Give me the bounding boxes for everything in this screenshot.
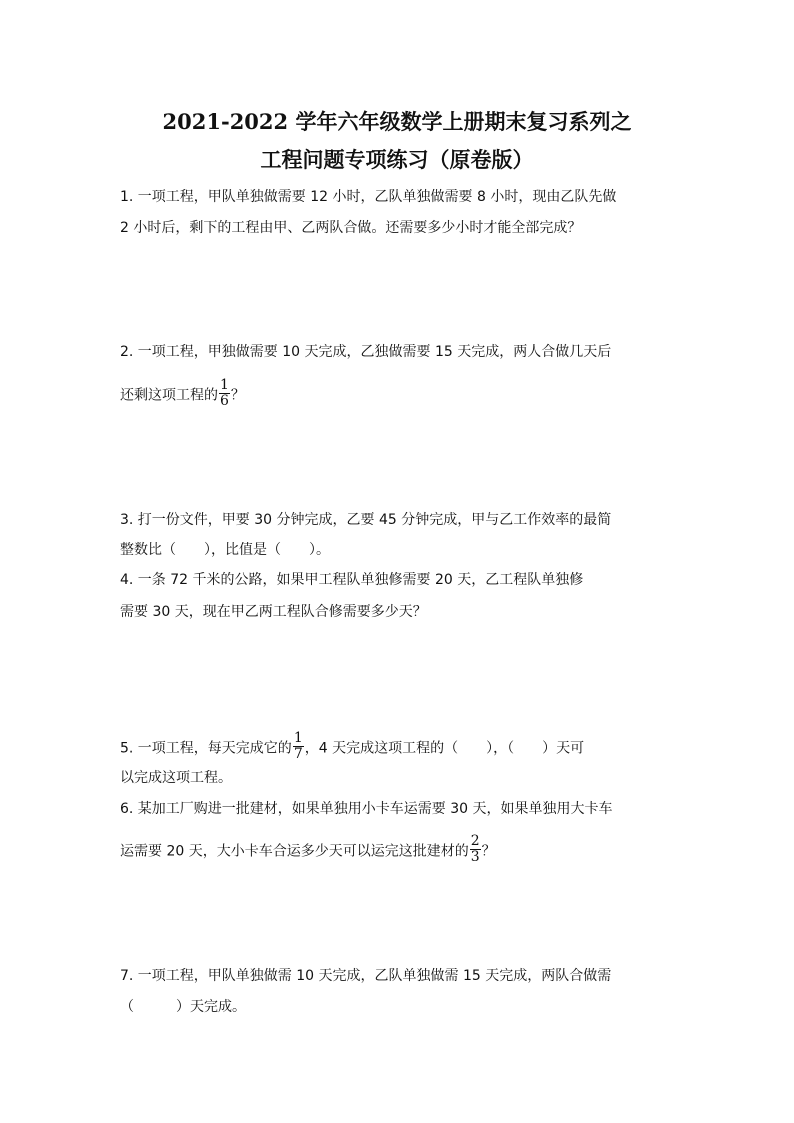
question-6-text-after-fraction: ？ (481, 843, 496, 860)
question-4-line-2: 需要 30 天，现在甲乙两工程队合修需要多少天？ (120, 604, 427, 620)
question-1-line-2: 2 小时后，剩下的工程由甲、乙两队合做。还需要多少小时才能全部完成？ (120, 220, 582, 236)
question-4-line-1: 4. 一条 72 千米的公路，如果甲工程队单独修需要 20 天，乙工程队单独修 (120, 572, 584, 588)
question-6-text-before-fraction: 运需要 20 天，大小卡车合运多少天可以运完这批建材的 (120, 843, 469, 860)
fraction-one-seventh (293, 731, 304, 762)
fraction-numerator: 1 (293, 730, 303, 746)
fraction-denominator: 7 (293, 746, 303, 762)
question-7-line-2: （ ）天完成。 (120, 999, 246, 1015)
fraction-numerator: 1 (220, 377, 229, 393)
question-1-line-1: 1. 一项工程，甲队单独做需要 12 小时，乙队单独做需要 8 小时，现由乙队先做 (120, 189, 617, 205)
question-6-line-2 (120, 833, 496, 867)
question-3-line-1: 3. 打一份文件，甲要 30 分钟完成，乙要 45 分钟完成，甲与乙工作效率的最简 (120, 512, 612, 528)
question-5-text-after-fraction: ，4 天完成这项工程的（ ），（ ）天可 (304, 740, 585, 757)
title-line-1: 2021-2022 学年六年级数学上册期末复习系列之 (162, 109, 632, 134)
question-5-line-2: 以完成这项工程。 (120, 770, 232, 786)
question-6-line-1: 6. 某加工厂购进一批建材，如果单独用小卡车运需要 30 天，如果单独用大卡车 (120, 801, 613, 817)
fraction-denominator: 3 (470, 849, 480, 865)
question-3-line-2: 整数比（ ），比值是（ ）。 (120, 542, 330, 558)
fraction-denominator: 6 (220, 393, 229, 409)
question-2-line-1: 2. 一项工程，甲独做需要 10 天完成，乙独做需要 15 天完成，两人合做几天后 (120, 344, 612, 360)
question-5-text-before-fraction: 5. 一项工程，每天完成它的 (120, 740, 292, 757)
question-7-line-1: 7. 一项工程，甲队单独做需 10 天完成，乙队单独做需 15 天完成，两队合做需 (120, 968, 612, 984)
question-2-line-2 (120, 377, 245, 411)
question-2-text-before-fraction: 还剩这项工程的 (120, 387, 218, 404)
title-line-2: 工程问题专项练习（原卷版） (260, 147, 534, 172)
question-5-line-1 (120, 730, 585, 764)
fraction-numerator: 2 (470, 833, 480, 849)
question-2-text-after-fraction: ？ (230, 387, 245, 404)
fraction-two-thirds (470, 834, 481, 865)
fraction-one-sixth (219, 378, 230, 409)
